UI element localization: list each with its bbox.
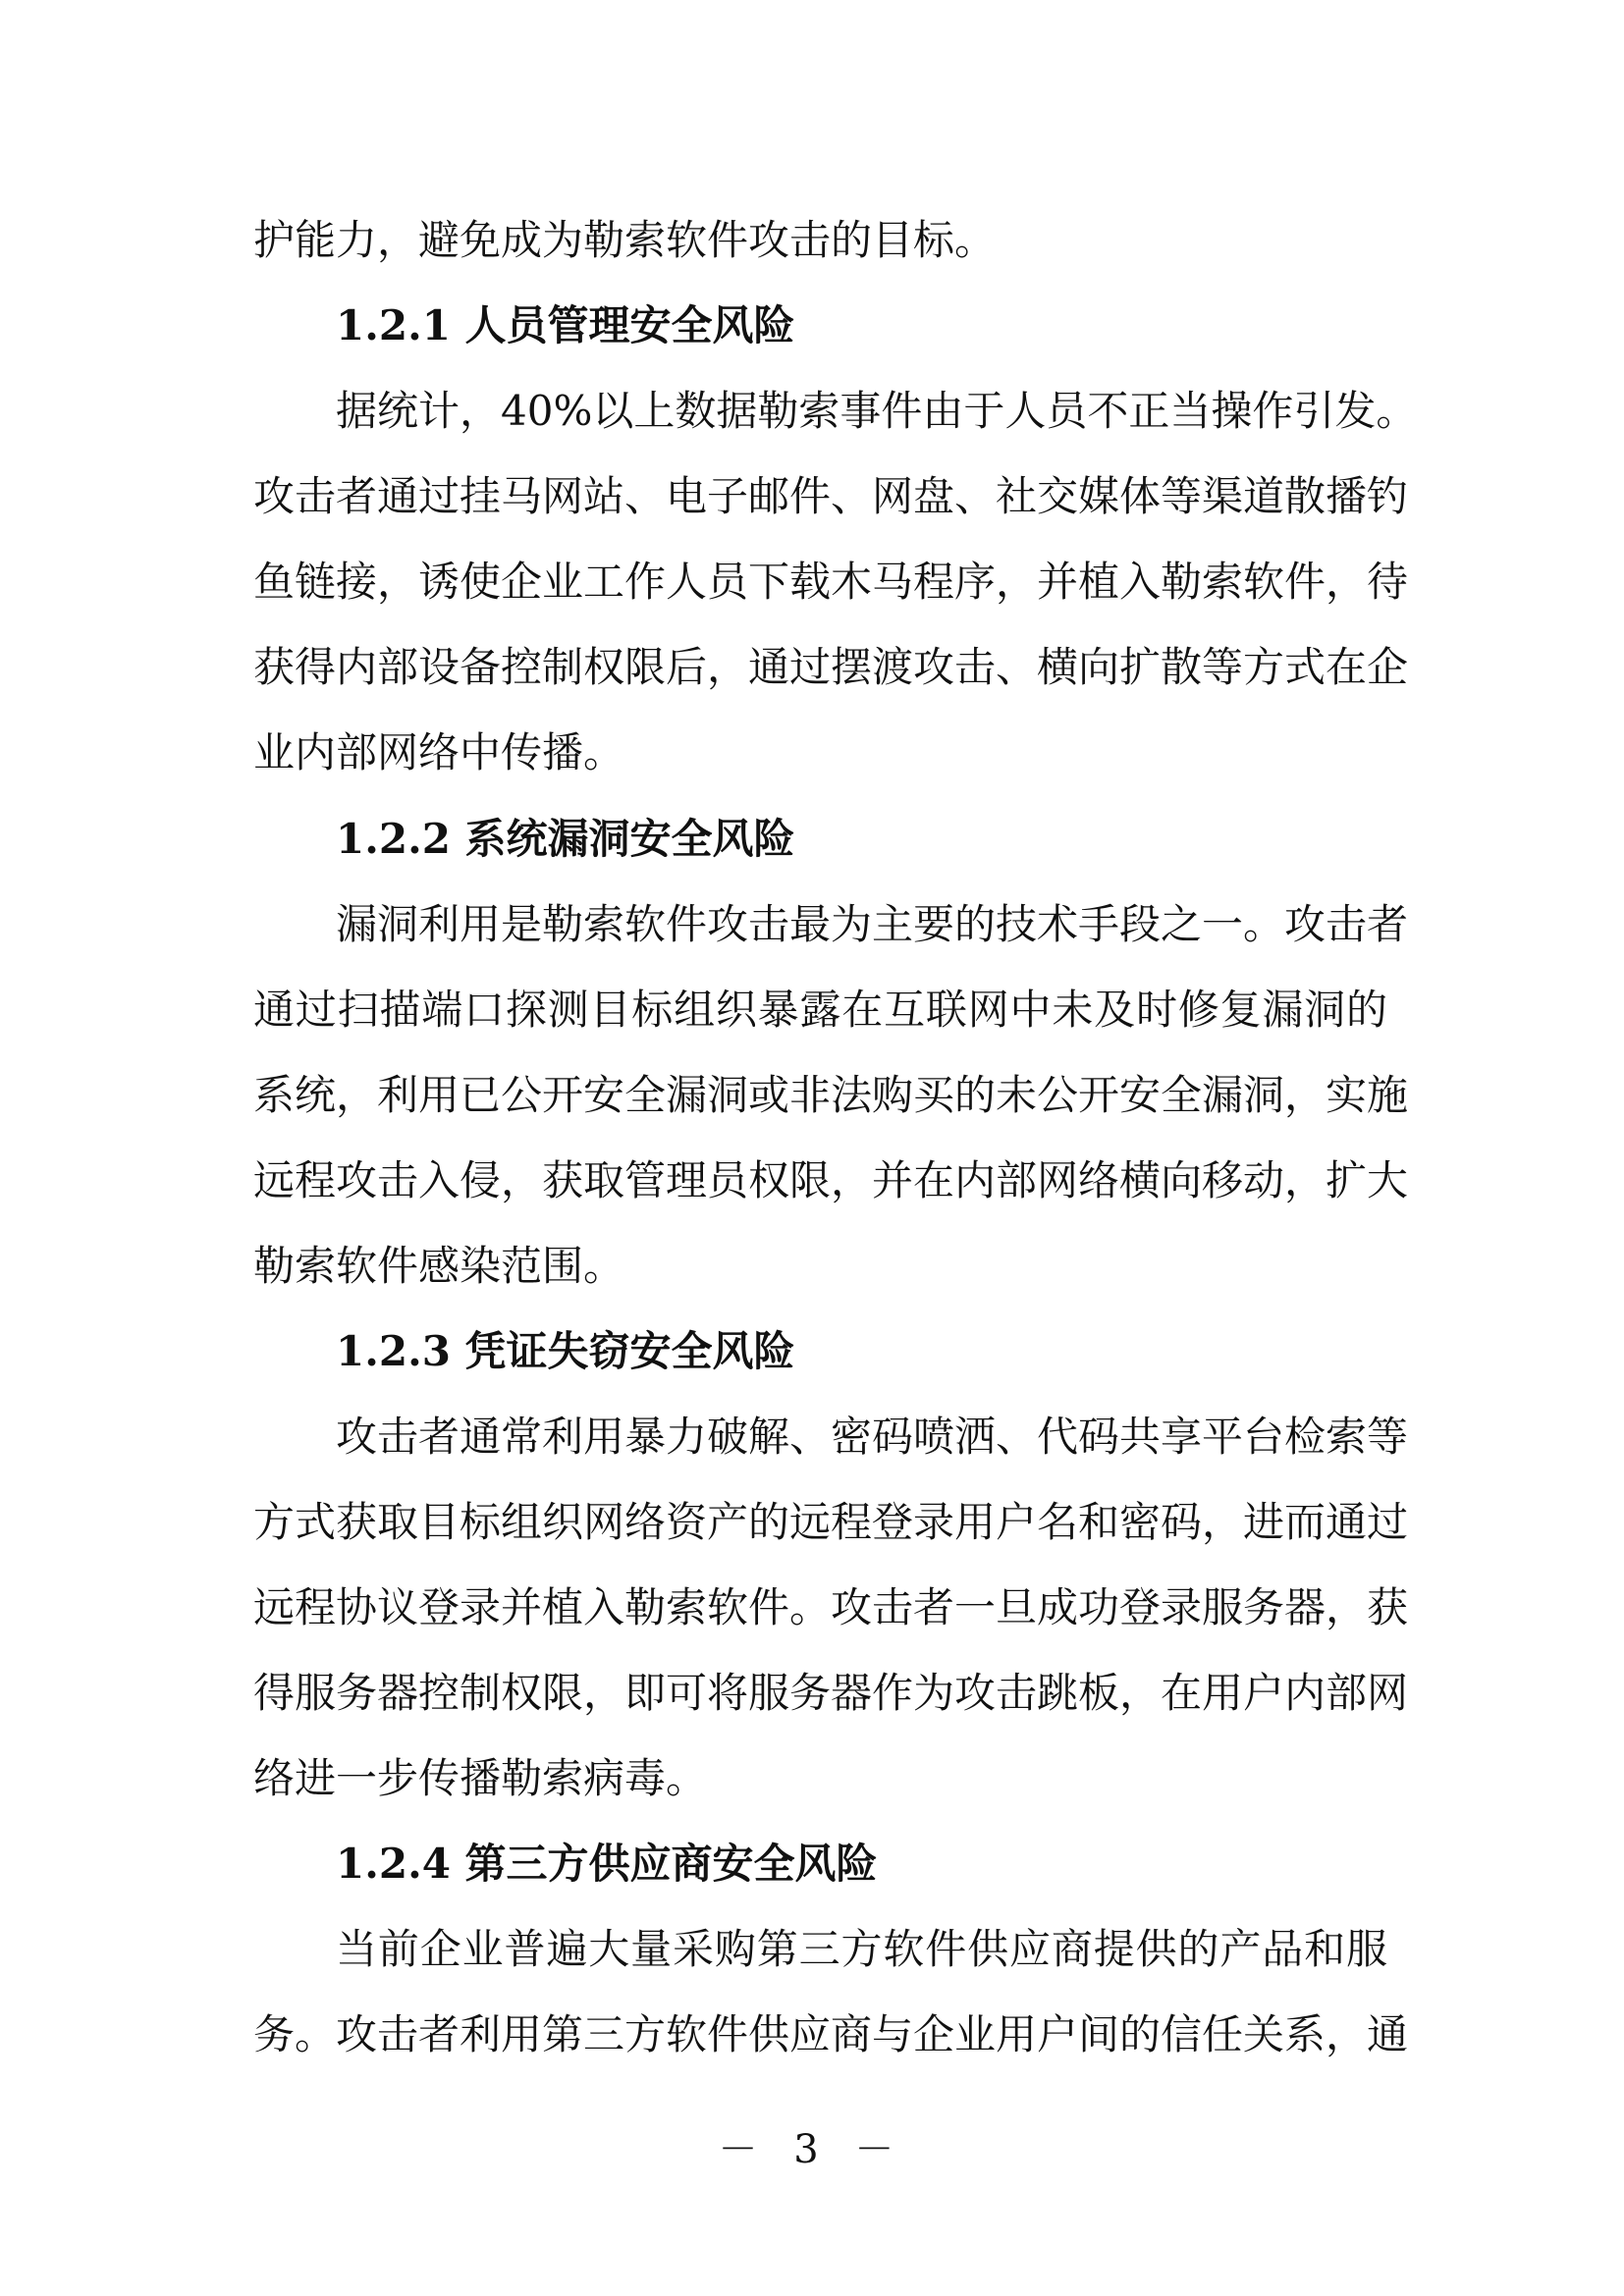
section-heading-1-2-3: 1.2.3 凭证失窃安全风险 <box>336 1327 795 1375</box>
paragraph-1-line-5: 业内部网络中传播。 <box>253 728 625 776</box>
paragraph-4-line-1: 当前企业普遍大量采购第三方软件供应商提供的产品和服 <box>336 1925 1387 1973</box>
paragraph-3-line-2: 方式获取目标组织网络资产的远程登录用户名和密码，进而通过 <box>253 1498 1409 1546</box>
paragraph-2-line-3: 系统，利用已公开安全漏洞或非法购买的未公开安全漏洞，实施 <box>253 1071 1409 1119</box>
paragraph-4-line-2: 务。攻击者利用第三方软件供应商与企业用户间的信任关系，通 <box>253 2010 1409 2058</box>
paragraph-2-line-5: 勒索软件感染范围。 <box>253 1242 625 1290</box>
page-number: － 3 － <box>718 2127 906 2172</box>
paragraph-1-line-1: 据统计，40%以上数据勒索事件由于人员不正当操作引发。 <box>336 387 1418 435</box>
paragraph-2-line-2: 通过扫描端口探测目标组织暴露在互联网中未及时修复漏洞的 <box>253 986 1387 1034</box>
paragraph-2-line-1: 漏洞利用是勒索软件攻击最为主要的技术手段之一。攻击者 <box>336 900 1409 948</box>
paragraph-3-line-3: 远程协议登录并植入勒索软件。攻击者一旦成功登录服务器，获 <box>253 1583 1409 1631</box>
paragraph-1-line-4: 获得内部设备控制权限后，通过摆渡攻击、横向扩散等方式在企 <box>253 643 1409 691</box>
paragraph-line-continuation: 护能力，避免成为勒索软件攻击的目标。 <box>253 216 997 264</box>
paragraph-1-line-3: 鱼链接，诱使企业工作人员下载木马程序，并植入勒索软件，待 <box>253 558 1409 606</box>
section-heading-1-2-4: 1.2.4 第三方供应商安全风险 <box>336 1840 878 1888</box>
section-heading-1-2-1: 1.2.1 人员管理安全风险 <box>336 301 795 349</box>
section-heading-1-2-2: 1.2.2 系统漏洞安全风险 <box>336 815 795 863</box>
paragraph-1-line-2: 攻击者通过挂马网站、电子邮件、网盘、社交媒体等渠道散播钓 <box>253 472 1409 520</box>
paragraph-3-line-4: 得服务器控制权限，即可将服务器作为攻击跳板，在用户内部网 <box>253 1669 1409 1717</box>
paragraph-3-line-5: 络进一步传播勒索病毒。 <box>253 1754 708 1802</box>
paragraph-2-line-4: 远程攻击入侵，获取管理员权限，并在内部网络横向移动，扩大 <box>253 1156 1409 1204</box>
paragraph-3-line-1: 攻击者通常利用暴力破解、密码喷洒、代码共享平台检索等 <box>336 1413 1409 1461</box>
